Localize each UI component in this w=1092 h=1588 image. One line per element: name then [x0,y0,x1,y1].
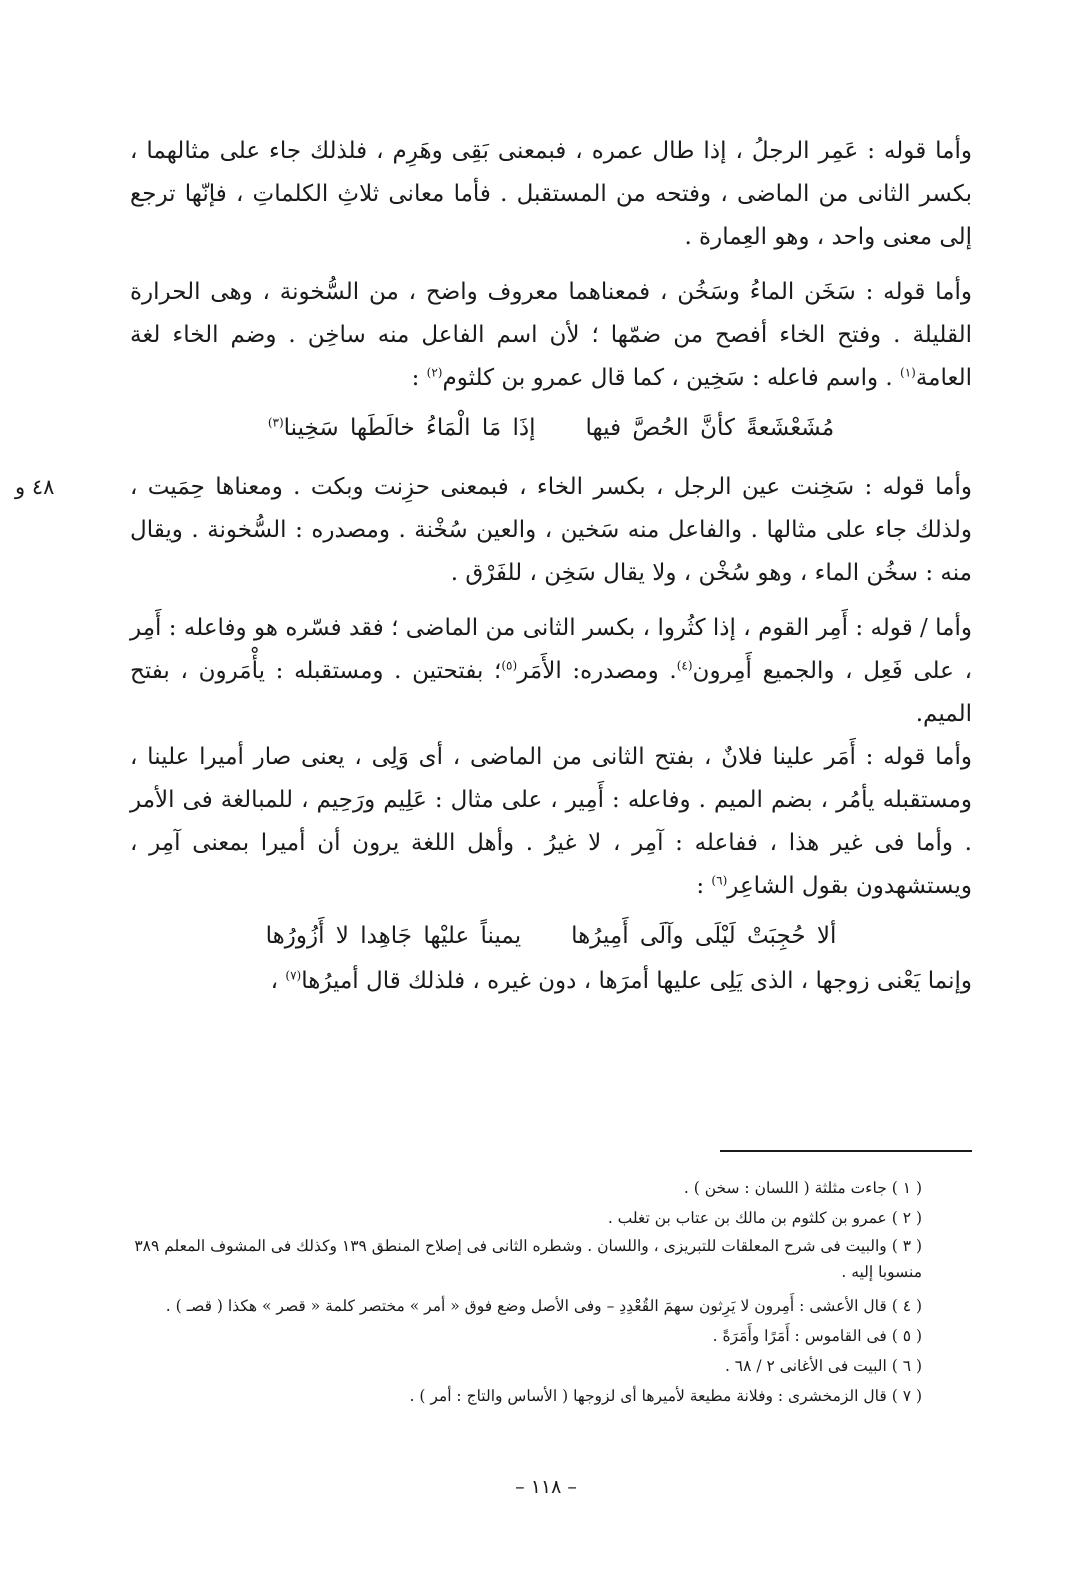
paragraph-5-text: وأما قوله : أَمَر علينا فلانٌ ، بفتح الثانى من الماضى ، أى وَلِى ، يعنى صار أميرا علينا ، ومستقبله يأمُر ، بضم الميم . وفاعله : أَمِير ، على مثال : عَلِيم ورَحِيم ، للمبالغة فى الأمر . وأما فى غير هذا ، ففاعله : آمِر ، لا غيرُ . وأهل اللغة يرون أن أميرا بمعنى آمِر ، ويستشهدون بقول الشاعِر [130,744,972,899]
footnote-ref-3: (٣) [267,415,284,430]
paragraph-6 [130,960,972,1003]
paragraph-4 [130,607,972,736]
verse-2 [130,912,972,960]
verse-1 [130,404,972,452]
footnote-6: ( ٦ ) البيت فى الأغانى ٢ / ٦٨ . [724,1357,922,1375]
page-number: – ١١٨ – [515,1476,577,1498]
paragraph-2 [130,271,972,400]
footnote-ref-7: (٧) [285,968,302,983]
paragraph-5 [130,736,972,908]
paragraph-4-text-c: ؛ بفتحتين . ومستقبله : يأْمَرون ، بفتح الميم. [130,658,972,727]
footnote-2: ( ٢ ) عمرو بن كلثوم بن مالك بن عتاب بن تغلب . [607,1209,922,1227]
main-text [15,130,972,1015]
footnote-1: ( ١ ) جاءت مثلثة ( اللسان : سخن ) . [683,1179,922,1197]
paragraph-5-text-b: : [696,873,712,899]
footnote-4: ( ٤ ) قال الأعشى : أَمِرون لا يَرِثون سهمَ القُعْدِدِ – وفى الأصل وضع فوق « أمر » مختصر كلمة « قصر » هكذا ( قصـ ) . [165,1297,922,1315]
verse-2-hemistich-b: يميناً عليْها جَاهِدا لا أَزُورُها [265,923,522,949]
margin-folio-note: ٤٨ و [15,475,55,499]
footnote-ref-6: (٦) [711,873,728,888]
paragraph-3 [15,466,972,595]
paragraph-1 [130,130,972,259]
footnote-7: ( ٧ ) قال الزمخشرى : وفلانة مطيعة لأميرها أى لزوجها ( الأساس والتاج : أمر ) . [409,1387,922,1405]
verse-1-hemistich-a: مُشَعْشَعةً كأنَّ الحُصَّ فيها [585,415,835,441]
paragraph-4-text: وأما / قوله : أَمِر القوم ، إذا كثُروا ، بكسر الثانى من الماضى ؛ فقد فسّره هو وفاعله : أَمِر ، على فَعِل ، والجميع أَمِرون [130,615,972,684]
footnote-ref-4: (٤) [676,658,693,673]
paragraph-3-text: وأما قوله : سَخِنت عين الرجل ، بكسر الخاء ، فبمعنى حزِنت وبكت . ومعناها حِمَيت ، ولذلك جاء على مثالها . والفاعل منه سَخين ، والعين سُخْنة . ومصدره : السُّخونة . ويقال منه : سخُن الماء ، وهو سُخْن ، ولا يقال سَخِن ، للفَرْق . [130,474,972,586]
paragraph-6-text-b: ، [270,968,286,994]
paragraph-1-text: وأما قوله : عَمِر الرجلُ ، إذا طال عمره ، فبمعنى بَقِى وهَرِم ، فلذلك جاء على مثالهما ، بكسر الثانى من الماضى ، وفتحه من المستقبل . فأما معانى ثلاثِ الكلماتِ ، فإنّها ترجع إلى معنى واحد ، وهو العِمارة . [130,138,972,250]
paragraph-4-text-b: . ومصدره: الأَمَر [517,658,677,684]
footnotes [130,1173,930,1411]
verse-1-hemistich-b: إذَا مَا الْمَاءُ خالَطَها سَخِينا [283,415,536,441]
footnote-3: ( ٣ ) والبيت فى شرح المعلقات للتبريزى ، واللسان . وشطره الثانى فى إصلاح المنطق ١٣٩ وكذلك فى المشوف المعلم ٣٨٩ منسوبا إليه . [134,1237,922,1281]
footnote-5: ( ٥ ) فى القاموس : أَمَرًا وأَمَرَةً . [712,1327,922,1345]
paragraph-2-text-c: : [411,365,427,391]
paragraph-2-text-b: . واسم فاعله : سَخِين ، كما قال عمرو بن كلثوم [442,365,901,391]
footnote-ref-5: (٥) [501,658,518,673]
footnote-separator [720,1150,972,1152]
footnote-ref-2: (٢) [426,365,443,380]
paragraph-2-text: وأما قوله : سَخَن الماءُ وسَخُن ، فمعناهما معروف واضح ، من السُّخونة ، وهى الحرارة القليلة . وفتح الخاء أفصح من ضمّها ؛ لأن اسم الفاعل منه ساخِن . وضم الخاء لغة العامة [130,279,972,391]
footnote-ref-1: (١) [900,365,916,380]
paragraph-6-text: وإنما يَعْنى زوجها ، الذى يَلِى عليها أمرَها ، دون غيره ، فلذلك قال أميرُها [301,968,972,994]
verse-2-hemistich-a: ألا حُجِبَتْ لَيْلَى وآلَى أَمِيرُها [571,923,837,949]
